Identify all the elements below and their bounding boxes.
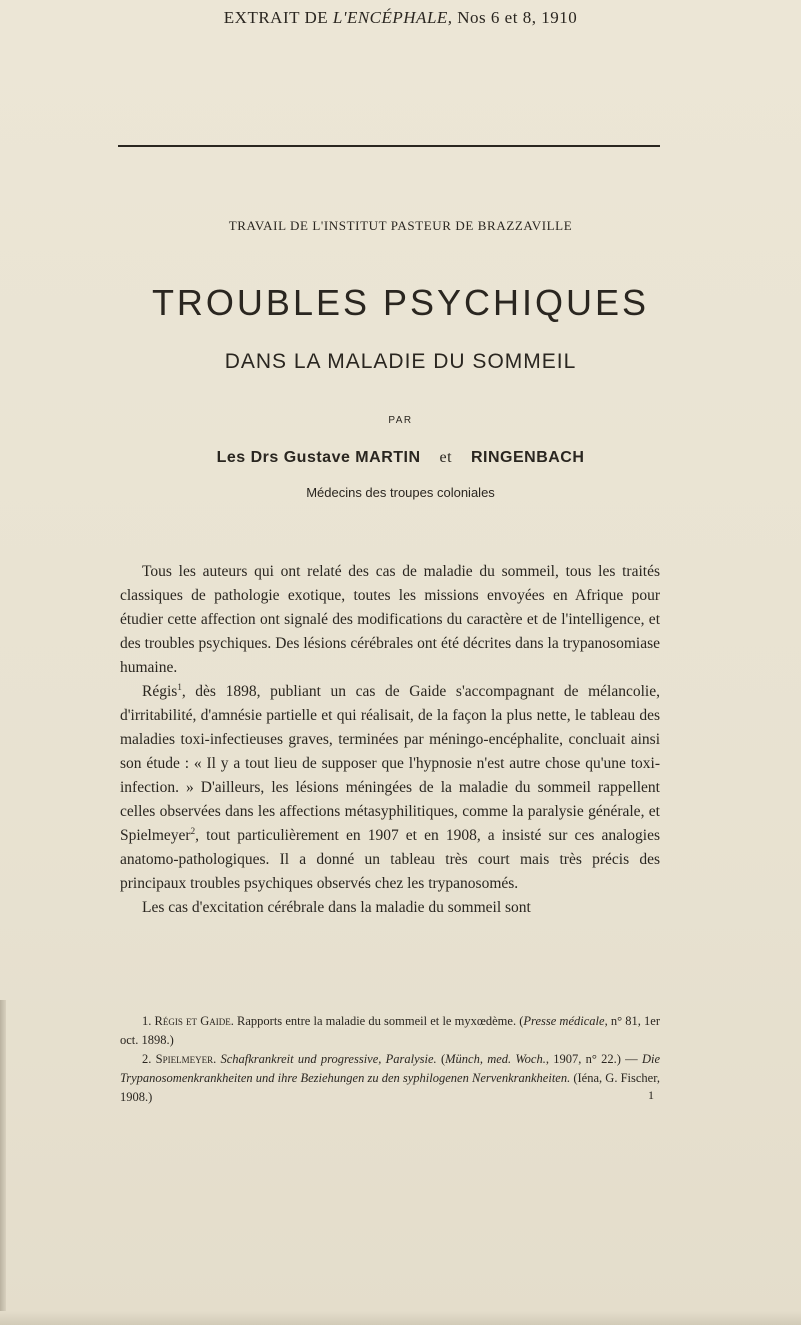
page-subtitle: DANS LA MALADIE DU SOMMEIL bbox=[224, 350, 577, 373]
footnote-2-number: 2. bbox=[142, 1052, 152, 1066]
paragraph-2 bbox=[120, 680, 660, 896]
paragraph-2-start: Régis bbox=[142, 683, 178, 700]
paragraph-2-end: , tout particulièrement en 1907 et en 1908, a insisté sur ces analogies anatomo-pathologiques. Il a donné un tableau très court mais très précis des principaux troubles psychiques observés chez les trypanosomés. bbox=[120, 827, 660, 892]
page-bottom-edge bbox=[0, 1311, 801, 1325]
page-edge-shadow bbox=[0, 1000, 6, 1325]
header-prefix: EXTRAIT DE bbox=[223, 8, 329, 27]
footnote-1-text: Rapports entre la maladie du sommeil et le myxœdème. ( bbox=[233, 1014, 524, 1028]
footnote-1-number: 1. bbox=[142, 1014, 152, 1028]
authors-prefix: Les Drs bbox=[216, 449, 279, 466]
header-issue: Nos 6 et 8, 1910 bbox=[457, 8, 578, 27]
author-first: Gustave MARTIN bbox=[283, 449, 421, 466]
page-number: 1 bbox=[648, 1088, 654, 1102]
body-text bbox=[120, 560, 660, 920]
footnotes bbox=[120, 1012, 660, 1107]
footnote-1-journal: Presse médicale bbox=[523, 1014, 605, 1028]
author-second: RINGENBACH bbox=[470, 449, 585, 466]
authors-conjunction: et bbox=[439, 449, 453, 466]
institute-line: TRAVAIL DE L'INSTITUT PASTEUR DE BRAZZAVILLE bbox=[228, 218, 573, 233]
paragraph-1: Tous les auteurs qui ont relaté des cas de maladie du sommeil, tous les traités classiques de pathologie exotique, toutes les missions envoyées en Afrique pour étudier cette affection ont signalé des modifications du caractère et de l'intelligence, et des troubles psychiques. Des lésions cérébrales ont été décrites dans la trypanosomiase humaine. bbox=[120, 563, 660, 676]
page-title: TROUBLES PSYCHIQUES bbox=[151, 282, 650, 323]
footnote-2-title-2: Die Trypanosomenkrankheiten und ihre Beziehungen zu den syphilogenen Nervenkrankheiten. bbox=[120, 1052, 660, 1085]
footnote-1-authors: Régis et Gaide. bbox=[154, 1014, 234, 1028]
header-journal: L'ENCÉPHALE, bbox=[332, 8, 453, 27]
footnote-1 bbox=[120, 1012, 660, 1050]
footnote-2-author: Spielmeyer. bbox=[155, 1052, 217, 1066]
footnote-2-journal: Münch, med. Woch. bbox=[445, 1052, 546, 1066]
footnote-2-paren: ( bbox=[436, 1052, 446, 1066]
footnote-1-tail: , n° 81, 1er oct. 1898.) bbox=[120, 1014, 661, 1047]
footnote-2-mid: , 1907, n° 22.) — bbox=[545, 1052, 642, 1066]
paragraph-3: Les cas d'excitation cérébrale dans la maladie du sommeil sont bbox=[142, 899, 531, 916]
authors bbox=[0, 449, 801, 467]
running-header bbox=[0, 8, 801, 28]
footnote-ref-1: 1 bbox=[177, 681, 182, 692]
paragraph-2-middle: , dès 1898, publiant un cas de Gaide s'accompagnant de mélancolie, d'irritabilité, d'amnésie partielle et qui réalisait, de la façon la plus nette, le tableau des maladies toxi-infectieuses graves, terminées par méningo-encéphalite, concluait ainsi son étude : « Il y a tout lieu de supposer que l'hypnosie n'est autre chose qu'une toxi-infection. » D'ailleurs, les lésions méningées de la maladie du sommeil rappellent celles observées dans les affections métasyphilitiques, comme la paralysie générale, et Spielmeyer bbox=[120, 683, 660, 844]
footnote-ref-2: 2 bbox=[190, 825, 196, 836]
by-line: PAR bbox=[388, 415, 413, 426]
affiliation: Médecins des troupes coloniales bbox=[306, 485, 495, 500]
header-rule bbox=[118, 145, 660, 147]
footnote-2-title-1: Schafkrankreit und progressive, Paralysie. bbox=[220, 1052, 437, 1066]
footnote-2-tail: (Iéna, G. Fischer, 1908.) bbox=[120, 1071, 661, 1104]
footnote-2 bbox=[120, 1050, 660, 1107]
